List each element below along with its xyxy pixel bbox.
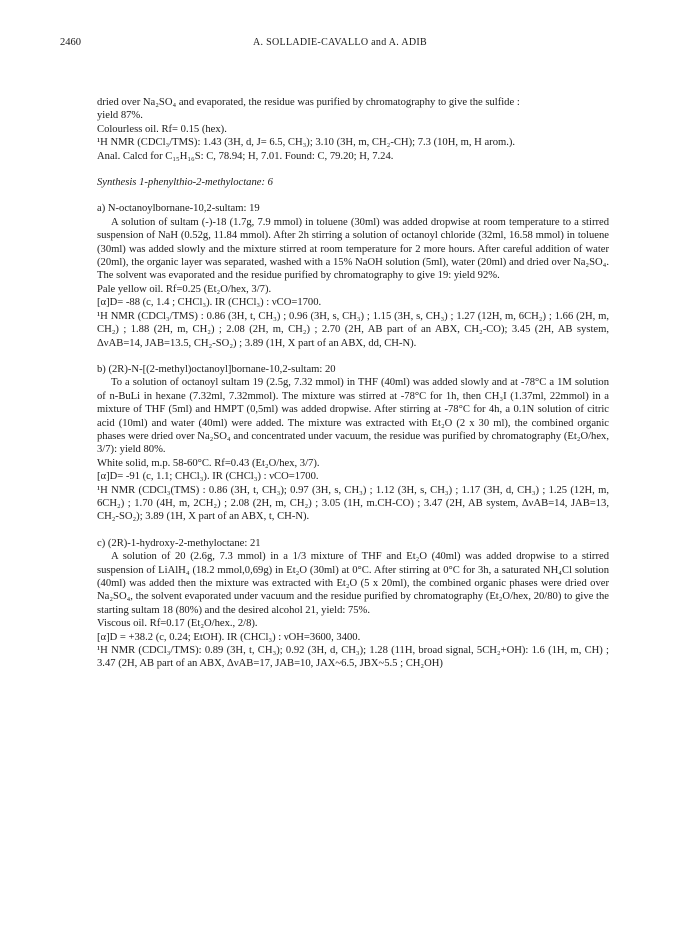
intro-line: ¹H NMR (CDCl₃/TMS): 1.43 (3H, d, J= 6.5, CH₃); 3.10 (3H, m, CH₂-CH); 7.3 (10H, m, H arom.). [97,137,516,149]
section-b-state: White solid, m.p. 58-60°C. Rf=0.43 (Et₂O/hex, 3/7). [97,457,320,469]
page-number: 2460 [60,37,81,48]
section-a-state: Pale yellow oil. Rf=0.25 (Et₂O/hex, 3/7). [97,283,272,295]
section-c-nmr: ¹H NMR (CDCl₃/TMS): 0.89 (3H, t, CH₃); 0.92 (3H, d, CH₃); 1.28 (11H, broad signal, 5CH₂+OH): 1.6 (1H, m, CH) ; 3.47 (2H, AB part of an ABX, ΔνAB=17, JAB=10, JAX~6.5, JBX~5.5 ; CH₂OH) [97,645,609,670]
intro-line: yield 87%. [97,110,143,122]
intro-line: dried over Na₂SO₄ and evaporated, the residue was purified by chromatography to give the sulfide : [97,97,520,108]
section-c-rotation: [α]D = +38.2 (c, 0.24; EtOH). IR (CHCl₃) : νOH=3600, 3400. [97,631,361,643]
section-c-title: c) (2R)-1-hydroxy-2-methyloctane: 21 [97,537,261,549]
section-b-title: b) (2R)-N-[(2-methyl)octanoyl]bornane-10,2-sultam: 20 [97,363,336,375]
section-a-rotation: [α]D= -88 (c, 1.4 ; CHCl₃). IR (CHCl₃) : νCO=1700. [97,297,322,309]
section-c-state: Viscous oil. Rf=0.17 (Et₂O/hex., 2/8). [97,618,258,630]
synthesis-title: Synthesis 1-phenylthio-2-methyloctane: 6 [97,177,273,189]
intro-line: Colourless oil. Rf= 0.15 (hex). [97,123,227,135]
document-body [97,96,609,671]
section-b-rotation: [α]D= -91 (c, 1.1; CHCl₃). IR (CHCl₃) : νCO=1700. [97,471,319,483]
page-header [60,36,620,50]
section-a-paragraph: A solution of sultam (-)-18 (1.7g, 7.9 mmol) in toluene (30ml) was added dropwise at room temperature to a stirred suspension of NaH (0.52g, 11.84 mmol). After 2h stirring a solution of octanoyl chloride (32ml, 16.58 mmol) in toluene (30ml) was added slowly and the mixture stirred at room temperature for 2 more hours. After careful addition of water (20ml), the organic layer was separated, washed with a 15% NaOH solution (5ml), water (20ml) and dried over Na₂SO₄. The solvent was evaporated and the residue purified by chromatography to give 19: yield 92%. [97,216,609,282]
section-a-title: a) N-octanoylbornane-10,2-sultam: 19 [97,203,260,215]
section-a-nmr: ¹H NMR (CDCl₃/TMS) : 0.86 (3H, t, CH₃) ; 0.96 (3H, s, CH₃) ; 1.15 (3H, s, CH₃) ; 1.27 (12H, m, 6CH₂) ; 1.66 (2H, m, CH₂) ; 1.88 (2H, m, CH₂) ; 2.08 (2H, m, CH₂) ; 2.70 (2H, AB part of an ABX, CH₂-CO); 3.45 (2H, AB system, ΔνAB=14, JAB=13.5, CH₂-SO₂) ; 3.89 (1H, X part of an ABX, dd, CH-N). [97,310,609,349]
section-b-paragraph: To a solution of octanoyl sultam 19 (2.5g, 7.32 mmol) in THF (40ml) was added slowly and at -78°C a 1M solution of n-BuLi in hexane (7.32ml, 7.32mmol). The mixture was stirred at -78°C for 1h, then CH₃I (1.37ml, 22mmol) in a mixture of THF (5ml) and HMPT (0,5ml) was added dropwise. After stirring at -78°C for 4h, a 0.1N solution of citric acid (10ml) and water (40ml) were added. The mixture was extracted with Et₂O (2 x 30 ml), the combined organic phases were dried over Na₂SO₄ and concentrated under vacuum, the residue was purified by chromatography (Et₂O/hex, 3/7): yield 80%. [97,377,609,456]
intro-line: Anal. Calcd for C₁₅H₁₆S: C, 78.94; H, 7.01. Found: C, 79.20; H, 7.24. [97,150,394,162]
section-c-paragraph: A solution of 20 (2.6g, 7.3 mmol) in a 1/3 mixture of THF and Et₂O (40ml) was added dropwise to a stirred suspension of LiAlH₄ (18.2 mmol,0,69g) in Et₂O (30ml) at 0°C. After stirring at 0°C for 3h, a saturated NH₄Cl solution (40ml) was added then the mixture was extracted with Et₂O (5 x 20ml), the combined organic phases were dried over Na₂SO₄, the solvent evaporated under vacuum and the residue purified by chromatography (Et₂O/hex, 20/80) to give the starting sultam 18 (80%) and the desired alcohol 21, yield: 75%. [97,551,609,616]
section-b-nmr: ¹H NMR (CDCl₃(TMS) : 0.86 (3H, t, CH₃); 0.97 (3H, s, CH₃) ; 1.12 (3H, s, CH₃) ; 1.17 (3H, d, CH₃) ; 1.25 (12H, m, 6CH₂) ; 1.70 (4H, m, 2CH₂) ; 2.08 (2H, m, CH₂) ; 3.05 (1H, m.CH-CO) ; 3.47 (2H, AB system, ΔνAB=14, JAB=13, CH₂-SO₂); 3.89 (1H, X part of an ABX, t, CH-N). [97,484,609,523]
running-head: A. SOLLADIE-CAVALLO and A. ADIB [253,37,427,48]
